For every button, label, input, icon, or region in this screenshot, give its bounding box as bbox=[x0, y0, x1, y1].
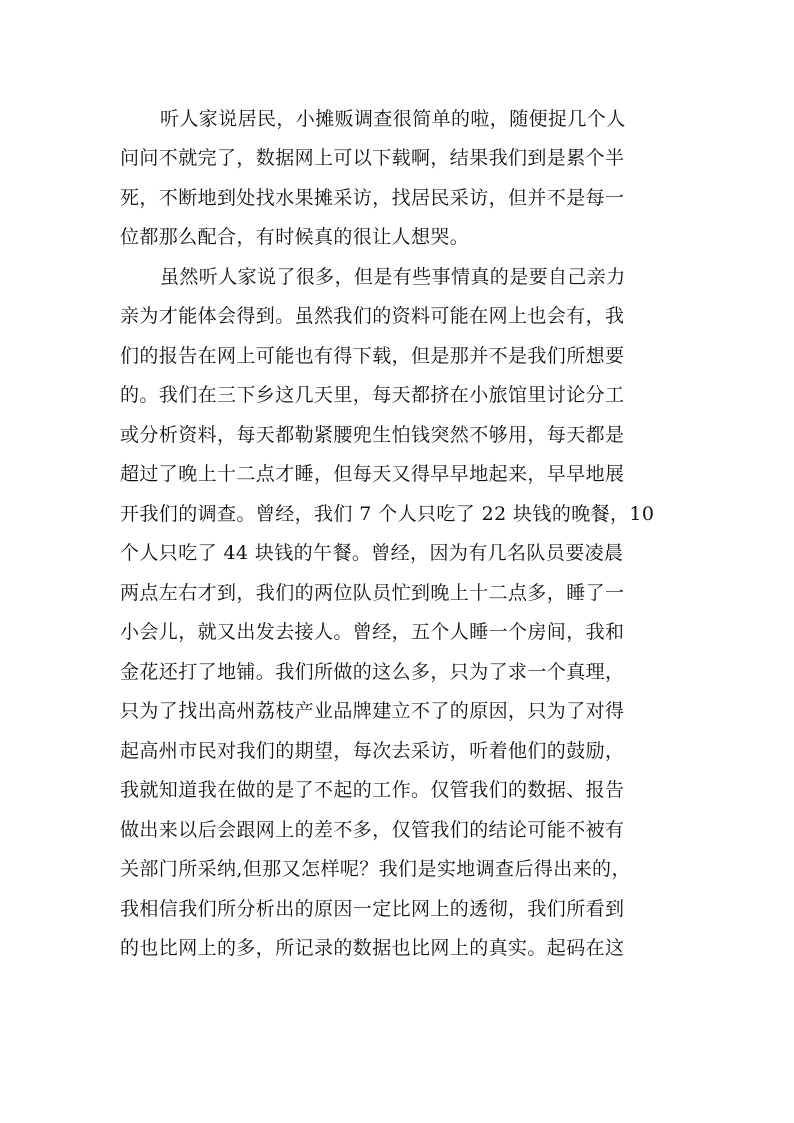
text-line: 们的报告在网上可能也有得下载，但是那并不是我们所想要 bbox=[120, 345, 625, 367]
text-line: 或分析资料，每天都勒紧腰兜生怕钱突然不够用，每天都是 bbox=[120, 424, 625, 446]
text-line: 个人只吃了 44 块钱的午餐。曾经，因为有几名队员要凌晨 bbox=[120, 542, 624, 564]
text-line: 的。我们在三下乡这几天里，每天都挤在小旅馆里讨论分工 bbox=[120, 384, 625, 406]
text-line: 虽然听人家说了很多，但是有些事情真的是要自己亲力 bbox=[160, 266, 626, 288]
text-line: 死，不断地到处找水果摊采访，找居民采访，但并不是每一 bbox=[120, 187, 625, 209]
text-line: 金花还打了地铺。我们所做的这么多，只为了求一个真理， bbox=[120, 661, 625, 683]
text-line: 小会儿，就又出发去接人。曾经，五个人睡一个房间，我和 bbox=[120, 621, 625, 643]
text-line: 位都那么配合，有时候真的很让人想哭。 bbox=[120, 226, 470, 248]
text-line: 两点左右才到，我们的两位队员忙到晚上十二点多，睡了一 bbox=[120, 582, 625, 604]
text-line: 做出来以后会跟网上的差不多，仅管我们的结论可能不被有 bbox=[120, 819, 625, 841]
text-line: 听人家说居民，小摊贩调查很简单的啦，随便捉几个人 bbox=[160, 108, 626, 130]
text-line: 起高州市民对我们的期望，每次去采访，听着他们的鼓励， bbox=[120, 740, 625, 762]
text-line: 开我们的调查。曾经，我们 7 个人只吃了 22 块钱的晚餐，10 bbox=[120, 503, 655, 525]
text-line: 的也比网上的多，所记录的数据也比网上的真实。起码在这 bbox=[120, 937, 625, 959]
text-line: 问问不就完了，数据网上可以下载啊，结果我们到是累个半 bbox=[120, 147, 625, 169]
text-line: 只为了找出高州荔枝产业品牌建立不了的原因，只为了对得 bbox=[120, 700, 625, 722]
text-line: 我相信我们所分析出的原因一定比网上的透彻，我们所看到 bbox=[120, 898, 625, 920]
text-line: 超过了晚上十二点才睡，但每天又得早早地起来，早早地展 bbox=[120, 463, 625, 485]
text-line: 我就知道我在做的是了不起的工作。仅管我们的数据、报告 bbox=[120, 779, 625, 801]
text-line: 亲为才能体会得到。虽然我们的资料可能在网上也会有，我 bbox=[120, 305, 625, 327]
text-line: 关部门所采纳,但那又怎样呢？我们是实地调查后得出来的， bbox=[120, 858, 631, 880]
